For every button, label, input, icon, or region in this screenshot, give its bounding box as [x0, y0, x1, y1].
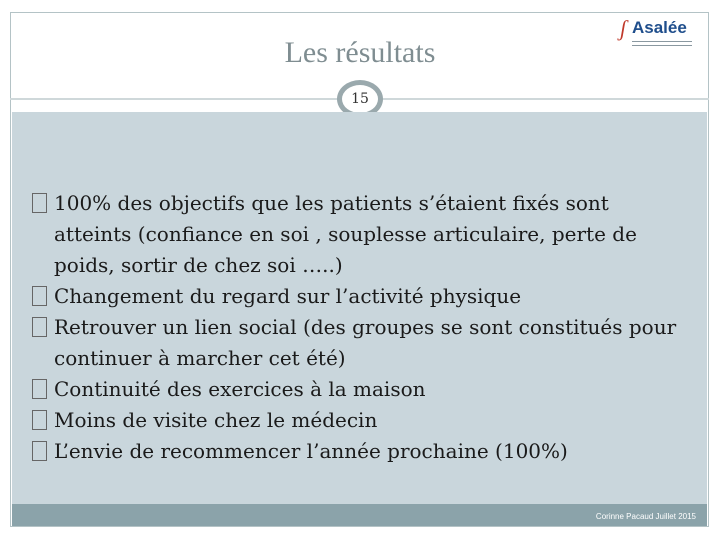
bullet-item: Continuité des exercices à la maison	[32, 374, 692, 405]
asalee-logo	[620, 14, 700, 54]
bullet-box-icon	[32, 286, 47, 306]
bullet-box-icon	[32, 317, 47, 337]
bullet-box-icon	[32, 441, 47, 461]
bullet-item: Retrouver un lien social (des groupes se sont constitués pour continuer à marcher cet été)	[32, 312, 692, 374]
bullet-box-icon	[32, 410, 47, 430]
logo-tagline	[632, 41, 692, 46]
bullet-box-icon	[32, 379, 47, 399]
footer-credit: Corinne Pacaud Juillet 2015	[595, 512, 696, 521]
logo-text: Asalée	[632, 18, 687, 37]
bullet-item: L’envie de recommencer l’année prochaine (100%)	[32, 436, 692, 467]
slide-title: Les résultats	[284, 36, 436, 69]
bullet-box-icon	[32, 193, 47, 213]
bullet-item: Moins de visite chez le médecin	[32, 405, 692, 436]
bullet-list	[32, 188, 692, 467]
bullet-item: 100% des objectifs que les patients s’étaient fixés sont atteints (confiance en soi , souplesse articulaire, perte de poids, sortir de chez soi …..)	[32, 188, 692, 281]
bullet-item: Changement du regard sur l’activité physique	[32, 281, 692, 312]
logo-mark-icon: ʃ	[620, 16, 627, 41]
page-number: 15	[337, 80, 383, 118]
